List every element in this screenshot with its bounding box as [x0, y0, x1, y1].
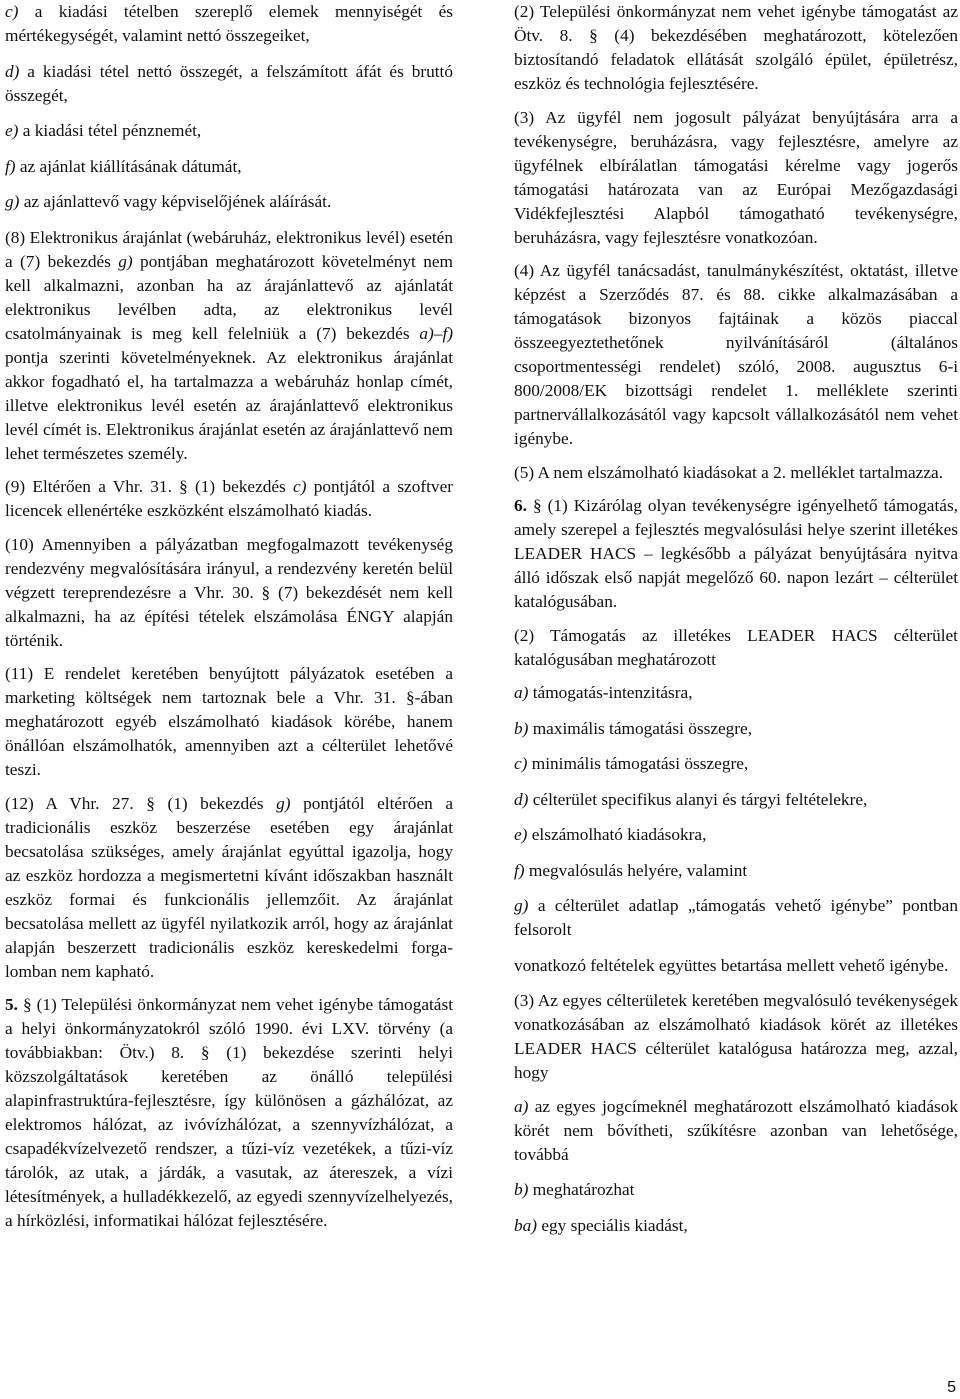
paragraph: vonatkozó feltételek együttes betartása mellett vehető igénybe. [514, 955, 949, 975]
paragraph: d) célterület specifikus alanyi és tárgyi feltételekre, [514, 789, 868, 809]
paragraph: (12) A Vhr. 27. § (1) bekezdés g) pontjától eltérően a tradicionális eszköz beszerzése esetében egy árajánlat becsatolása szükséges, amely árajánlat egyúttal igazolja, hogy az eszköz hordozza a megismertetni kívánt időszakban használt eszköz formai és funkcionális jellemzőit. Az árajánlat becsatolása mellett az ügyfél nyilatkozik arról, hogy az árajánlat alapján beszerzett tradicionális eszköz kereskedelmi forgalomban nem kapható. [5, 793, 454, 981]
paragraph: g) az ajánlattevő vagy képviselőjének aláírását. [5, 192, 332, 211]
paragraph: b) maximális támogatási összegre, [514, 718, 753, 738]
paragraph: ba) egy speciális kiadást, [514, 1215, 688, 1235]
paragraph: (11) E rendelet keretében benyújtott pályázatok esetében a marketing költségek nem tartoznak bele a Vhr. 31. §-ában meghatározott egyéb elszámolható kiadások körébe, hanem önállóan elszámolhatók, amennyiben azt a célterület lehetővé teszi. [5, 664, 453, 779]
paragraph: c) a kiadási tételben szereplő elemek mennyiségét és mértékegységét, valamint nettó összegeiket, [5, 2, 453, 45]
paragraph: f) az ajánlat kiállításának dátumát, [5, 156, 242, 176]
paragraph: (8) Elektronikus árajánlat (webáruház, elektronikus levél) esetén a (7) bekezdés g) pontjában meghatározott követelményt nem kell alkalmazni, azonban ha az árajánlattevő az ajánlatát elektronikus levélben adta, az elektronikus levél csatolmányainak is meg kell felelniük a (7) bekezdés a)–f) pontja szerinti követelményeknek. Az elektronikus árajánlat akkor fogadható el, ha tartalmazza a webáruház honlap címét, illetve elektronikus levél esetén az árajánlattevő elektronikus levél címét is. Elektronikus árajánlat esetén az árajánlattevő nem lehet természetes személy. [5, 227, 453, 463]
paragraph: (9) Eltérően a Vhr. 31. § (1) bekezdés c) pontjától a szoftver licencek ellenértéke eszközként elszámolható kiadás. [5, 477, 453, 520]
left-column [5, 0, 453, 1243]
page-number: 5 [947, 1379, 956, 1396]
paragraph: (10) Amennyiben a pályázatban megfogalmazott tevékenység rendezvény megvalósítására irányul, a rendezvény keretén belül végzett tereprendezésre a Vhr. 30. § (7) bekezdését nem kell alkalmazni, ha az építési tételek elszámolása ÉNGY alapján történik. [5, 534, 453, 650]
paragraph: 5. § (1) Települési önkormányzat nem vehet igénybe támogatást a helyi önkormányzatokról szóló 1990. évi LXV. törvény (a továbbiakban: Ötv.) 8. § (1) bekezdése szerinti helyi közszolgáltatások keretében az önálló települési alapinfrastruktúra-fejlesztésre, így különösen a gázhálózat, az elektromos hálózat, az ivóvízhálózat, a szennyvízhálózat, a csapadékvízelvezető rendszer, a tűzi-víz vezetékek, a tűzi-víz tárolók, az utak, a járdák, a vasutak, az átereszek, a vízi létesítmények, a hulladékkezelő, az egyedi szennyvízelhelyezés, a hírközlési, informatikai hálózat fejlesztésére. [5, 995, 453, 1230]
paragraph: f) megvalósulás helyére, valamint [514, 860, 748, 880]
paragraph: g) a célterület adatlap „támogatás vehető igénybe” pontban felsorolt [514, 896, 958, 939]
paragraph: d) a kiadási tétel nettó összegét, a felszámított áfát és bruttó összegét, [5, 61, 453, 105]
paragraph: b) meghatározhat [514, 1180, 635, 1199]
paragraph: (5) A nem elszámolható kiadásokat a 2. melléklet tartalmazza. [514, 462, 943, 482]
paragraph: (2) Támogatás az illetékes LEADER HACS célterület katalógusában meghatározott [514, 625, 958, 669]
paragraph: e) a kiadási tétel pénznemét, [5, 121, 202, 140]
paragraph: (4) Az ügyfél tanácsadást, tanulmánykészítést, oktatást, illetve képzést a Szerződés 87. és 88. cikke alkalmazásában a támogatások bizonyos fajtáinak a közös piaccal összeegyeztethetőnek nyilvánításáról (általános csoportmentességi rendelet) szóló, 2008. augusztus 6-i 800/2008/EK bizottsági rendelet 1. melléklete szerinti partnervállalkozásától vagy kapcsolt vállalkozásától nem vehet igénybe. [514, 261, 958, 448]
paragraph: e) elszámolható kiadásokra, [514, 825, 707, 844]
paragraph: (3) Az ügyfél nem jogosult pályázat benyújtására arra a tevékenységre, beruházásra, vagy fejlesztésre, amelyre az ügyfélnek elbírálatlan támogatási kérelme vagy jogerős támogatási határozata van az Európai Mezőgazdasági Vidékfejlesztési Alapból támogatható tevékenységre, beruházásra, vagy fejlesztésre vonatkozóan. [514, 107, 958, 247]
paragraph: 6. § (1) Kizárólag olyan tevékenységre igényelhető támogatás, amely szerepel a fejlesztés megvalósulási helye szerint illetékes LEADER HACS – legkésőbb a pályázat benyújtására nyitva álló időszak első napját megelőző 60. napon lezárt – célterület katalógusában. [514, 496, 958, 611]
paragraph: (3) Az egyes célterületek keretében megvalósuló tevékenységek vonatkozásában az elszámolható kiadások körét az illetékes LEADER HACS célterület katalógusa határozza meg, azzal, hogy [514, 991, 958, 1082]
right-column [514, 0, 958, 1249]
paragraph: a) támogatás-intenzitásra, [514, 683, 693, 702]
paragraph: a) az egyes jogcímeknél meghatározott elszámolható kiadások körét nem bővítheti, szűkítésre azonban van lehetősége, továbbá [514, 1096, 958, 1164]
paragraph: (2) Települési önkormányzat nem vehet igénybe támogatást az Ötv. 8. § (4) bekezdésében meghatározott, kötelezően biztosítandó feladatok ellátását szolgáló épület, épületrész, eszköz és technológia fejlesztésére. [514, 2, 958, 93]
paragraph: c) minimális támogatási összegre, [514, 754, 749, 773]
